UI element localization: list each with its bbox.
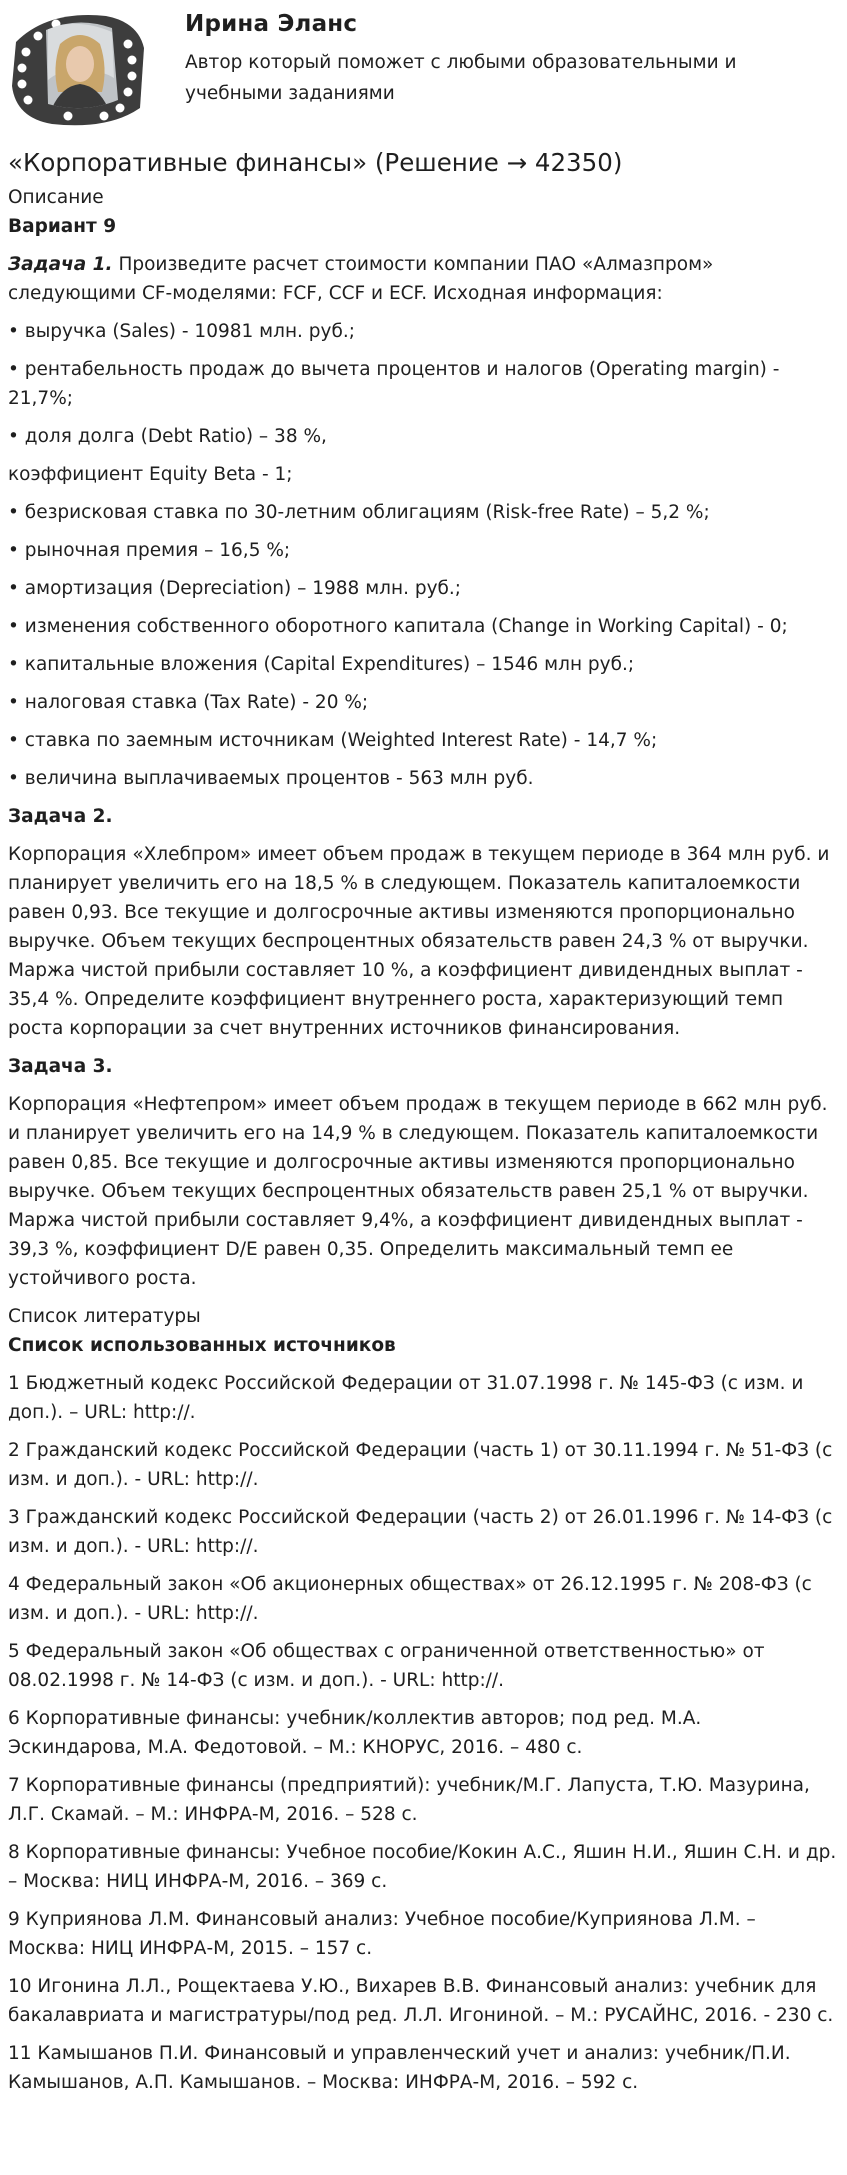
main-content	[8, 146, 838, 2106]
task1-item: • рыночная премия – 16,5 %;	[8, 540, 291, 561]
source-item: 10 Игонина Л.Л., Рощектаева У.Ю., Вихарев В.В. Финансовый анализ: учебник для бакалавриата и магистратуры/под ред. Л.Л. Игониной. – М.: РУСАЙНС, 2016. - 230 с.	[8, 1976, 834, 2026]
film-frame-avatar-icon	[8, 8, 148, 128]
task1-item: • амортизация (Depreciation) – 1988 млн. руб.;	[8, 578, 462, 599]
task1-item: • доля долга (Debt Ratio) – 38 %,	[8, 426, 327, 447]
task2-text: Корпорация «Хлебпром» имеет объем продаж в текущем периоде в 364 млн руб. и планирует увеличить его на 18,5 % в следующем. Показатель капиталоемкости равен 0,93. Все текущие и долгосрочные активы изменяются пропорционально выручке. Объем текущих беспроцентных обязательств равен 24,3 % от выручки. Маржа чистой прибыли составляет 10 %, а коэффициент дивидендных выплат - 35,4 %. Определите коэффициент внутреннего роста, характеризующий темп роста корпорации за счет внутренних источников финансирования.	[8, 844, 830, 1039]
source-item: 6 Корпоративные финансы: учебник/коллектив авторов; под ред. М.А. Эскиндарова, М.А. Федотовой. – М.: КНОРУС, 2016. – 480 с.	[8, 1708, 702, 1758]
literature-label: Список литературы	[8, 1306, 201, 1327]
source-item: 8 Корпоративные финансы: Учебное пособие/Кокин А.С., Яшин Н.И., Яшин С.Н. и др. – Москва: НИЦ ИНФРА-М, 2016. – 369 с.	[8, 1842, 837, 1892]
task1-list	[8, 317, 838, 793]
sources-list	[8, 1369, 838, 2097]
page-title: «Корпоративные финансы» (Решение → 42350)	[8, 148, 623, 177]
task2-title: Задача 2.	[8, 806, 113, 827]
task3-text: Корпорация «Нефтепром» имеет объем продаж в текущем периоде в 662 млн руб. и планирует увеличить его на 14,9 % в следующем. Показатель капиталоемкости равен 0,85. Все текущие и долгосрочные активы изменяются пропорционально выручке. Объем текущих беспроцентных обязательств равен 25,1 % от выручки. Маржа чистой прибыли составляет 9,4%, а коэффициент дивидендных выплат - 39,3 %, коэффициент D/E равен 0,35. Определить максимальный темп ее устойчивого роста.	[8, 1094, 828, 1289]
task1-intro	[8, 250, 838, 308]
source-item: 2 Гражданский кодекс Российской Федерации (часть 1) от 30.11.1994 г. № 51-ФЗ (с изм. и доп.). - URL: http://.	[8, 1440, 833, 1490]
task1-item: • величина выплачиваемых процентов - 563 млн руб.	[8, 768, 534, 789]
task1-intro-text: Произведите расчет стоимости компании ПАО «Алмазпром» следующими CF-моделями: FCF, CCF и ECF. Исходная информация:	[8, 254, 714, 304]
source-item: 9 Куприянова Л.М. Финансовый анализ: Учебное пособие/Куприянова Л.М. – Москва: НИЦ ИНФРА-М, 2015. – 157 с.	[8, 1909, 756, 1959]
author-header	[0, 0, 847, 140]
variant-label: Вариант 9	[8, 216, 117, 237]
source-item: 1 Бюджетный кодекс Российской Федерации от 31.07.1998 г. № 145-ФЗ (с изм. и доп.). – URL: http://.	[8, 1373, 804, 1423]
task1-item: • рентабельность продаж до вычета процентов и налогов (Operating margin) - 21,7%;	[8, 359, 780, 409]
task1-item: • выручка (Sales) - 10981 млн. руб.;	[8, 321, 356, 342]
task1-lead: Задача 1.	[8, 254, 113, 275]
source-item: 11 Камышанов П.И. Финансовый и управленческий учет и анализ: учебник/П.И. Камышанов, А.П. Камышанов. – Москва: ИНФРА-М, 2016. – 592 с.	[8, 2043, 791, 2093]
source-item: 4 Федеральный закон «Об акционерных обществах» от 26.12.1995 г. № 208-ФЗ (с изм. и доп.). - URL: http://.	[8, 1574, 812, 1624]
task1-item: • ставка по заемным источникам (Weighted Interest Rate) - 14,7 %;	[8, 730, 658, 751]
task1-item: • налоговая ставка (Tax Rate) - 20 %;	[8, 692, 369, 713]
task1-item: коэффициент Equity Beta - 1;	[8, 464, 293, 485]
author-name[interactable]: Ирина Эланс	[185, 11, 358, 37]
task1-item: • изменения собственного оборотного капитала (Change in Working Capital) - 0;	[8, 616, 788, 637]
source-item: 7 Корпоративные финансы (предприятий): учебник/М.Г. Лапуста, Т.Ю. Мазурина, Л.Г. Скамай. – М.: ИНФРА-М, 2016. – 528 с.	[8, 1775, 810, 1825]
task1-item: • безрисковая ставка по 30-летним облигациям (Risk-free Rate) – 5,2 %;	[8, 502, 710, 523]
author-description: Автор который поможет с любыми образовательными и учебными заданиями	[185, 52, 737, 104]
description-label: Описание	[8, 187, 104, 208]
source-item: 5 Федеральный закон «Об обществах с ограниченной ответственностью» от 08.02.1998 г. № 14-ФЗ (с изм. и доп.). - URL: http://.	[8, 1641, 765, 1691]
task3-title: Задача 3.	[8, 1056, 113, 1077]
source-item: 3 Гражданский кодекс Российской Федерации (часть 2) от 26.01.1996 г. № 14-ФЗ (с изм. и доп.). - URL: http://.	[8, 1507, 833, 1557]
avatar[interactable]	[8, 8, 148, 128]
sources-title: Список использованных источников	[8, 1335, 396, 1356]
task1-item: • капитальные вложения (Capital Expenditures) – 1546 млн руб.;	[8, 654, 635, 675]
